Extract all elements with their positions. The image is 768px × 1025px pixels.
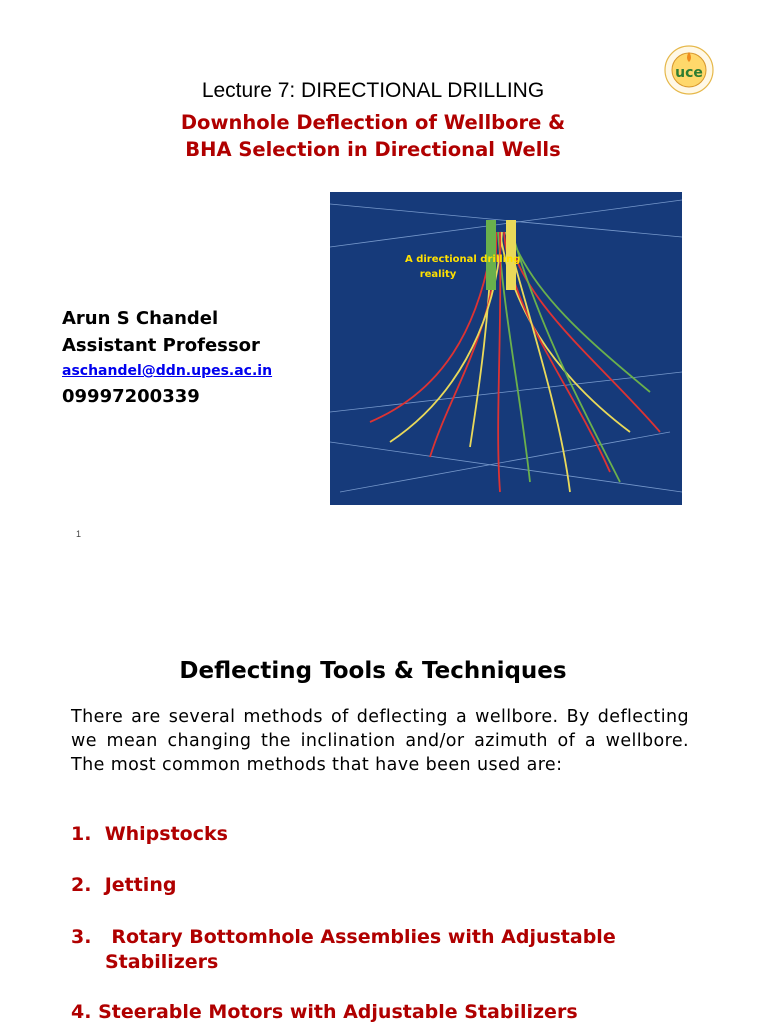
lecture-title: Lecture 7: DIRECTIONAL DRILLING <box>201 79 545 102</box>
method-label: Whipstocks <box>104 823 228 845</box>
logo-text: uce <box>675 65 703 81</box>
author-name: Arun S Chandel <box>62 308 219 329</box>
method-label: Jetting <box>104 874 177 896</box>
method-number: 4. <box>71 1001 92 1023</box>
author-email-link[interactable]: aschandel@ddn.upes.ac.in <box>62 363 273 379</box>
method-number: 3. <box>71 926 92 948</box>
method-item-3 <box>71 925 616 950</box>
directional-drilling-figure <box>330 192 682 505</box>
figure-caption-line-2: reality <box>419 269 457 280</box>
author-role: Assistant Professor <box>62 335 260 356</box>
method-label: Rotary Bottomhole Assemblies with Adjustable <box>111 926 616 948</box>
method-item-4 <box>71 1000 578 1025</box>
section-paragraph: There are several methods of deflecting a wellbore. By deflecting we mean changing the inclination and/or azimuth of a wellbore. The most common methods that have been used are: <box>71 707 689 775</box>
method-item-2 <box>71 873 176 898</box>
subtitle-line-1: Downhole Deflection of Wellbore & <box>180 111 566 134</box>
page-number: 1 <box>76 529 82 539</box>
method-label: Steerable Motors with Adjustable Stabilizers <box>98 1001 578 1023</box>
figure-caption-line-1: A directional drilling <box>405 254 521 265</box>
subtitle-line-2: BHA Selection in Directional Wells <box>185 138 561 161</box>
method-number: 1. <box>71 823 92 845</box>
section-heading: Deflecting Tools & Techniques <box>179 658 567 684</box>
method-number: 2. <box>71 874 92 896</box>
author-phone: 09997200339 <box>62 386 200 407</box>
method-item-1 <box>71 822 228 847</box>
method-item-3-continuation: Stabilizers <box>105 951 219 973</box>
